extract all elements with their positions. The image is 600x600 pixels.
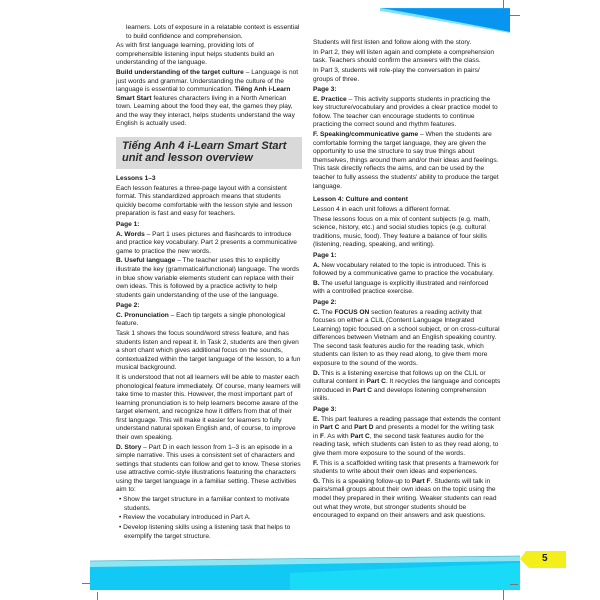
paragraph: In Part 2, they will listen again and complete a comprehension task. Teachers should confirm the answers with the class. bbox=[313, 48, 495, 65]
crop-mark bbox=[510, 15, 520, 16]
paragraph: C. The FOCUS ON section features a reading activity that focuses on either a CLIL (Content Language Integrated Learning) topic focused on a school subject, or on cross-cultural differences between Vietnam and an English speaking country. The second task features audio for the reading task, which students can listen to as they read along, to give them more exposure to the sound of the words. bbox=[313, 308, 500, 368]
page-label: Page 2: bbox=[313, 299, 337, 306]
bullet-item: • Develop listening skills using a listening task that helps to exemplify the target structure. bbox=[119, 524, 291, 540]
paragraph: Task 1 shows the focus sound/word stress feature, and has students listen and repeat it. In Task 2, students are then given a short chant which gives additional focus on the sounds, contextualized within the target language of the lesson, to a fun musical background. bbox=[116, 330, 301, 372]
page-label: Page 1: bbox=[313, 251, 337, 259]
crop-mark bbox=[510, 584, 518, 585]
paragraph: Lesson 4 in each unit follows a different format. bbox=[313, 205, 451, 213]
subheading: Lessons 1–3 bbox=[116, 174, 156, 182]
paragraph: Each lesson features a three-page layout with a consistent format. This standardized approach means that students quickly become comfortable with the lesson style and lesson preparation is fast and easy for teachers. bbox=[116, 184, 293, 218]
paragraph: D. This is a listening exercise that follows up on the CLIL or cultural content in Part C. It recycles the language and concepts introduced in Part C and develops listening comprehension skills. bbox=[313, 369, 501, 403]
paragraph: F. Speaking/communicative game – When the students are comfortable forming the target language, they are given the opportunity to use the structure to say true things about themselves, things around them and/or their ideas and feelings. This task directly reflects the aims, and can be used by the teacher to fully assess the students' ability to produce the target language. bbox=[313, 131, 499, 190]
paragraph: E. Practice – This activity supports students in practicing the key structure/vocabulary and provides a clear practice model to follow. The teacher can encourage students to continue practicing the correct sound and rhythm features. bbox=[313, 95, 498, 129]
term: Build understanding of the target culture bbox=[116, 69, 244, 77]
crop-mark bbox=[82, 583, 90, 584]
paragraph: E. This part features a reading passage that extends the content in Part C and Part D and presents a model for the writing task in F. As with Part C, the second task features audio for the reading task, which students can listen to as they read along, to give them more exposure to the sound of the words. bbox=[313, 415, 501, 457]
page-label: Page 3: bbox=[313, 86, 337, 94]
paragraph: F. This is a scaffolded writing task that presents a framework for students to write about their own ideas and experiences. bbox=[313, 459, 499, 476]
bullet-item: • Review the vocabulary introduced in Part A. bbox=[119, 514, 251, 522]
paragraph: B. Useful language – The teacher uses this to explicitly illustrate the key (grammatical/functional) language. The words in blue show variable elements student can replace with their own ideas. This is followed by a practice activity to help students gain understanding of the use of the language. bbox=[116, 257, 300, 299]
subheading: Lesson 4: Culture and content bbox=[313, 196, 408, 204]
section-heading-box bbox=[116, 137, 302, 169]
right-column bbox=[313, 39, 501, 522]
section-title: Tiếng Anh 4 i-Learn Smart Start unit and lesson overview bbox=[122, 139, 287, 165]
paragraph: B. The useful language is explicitly illustrated and reinforced with a controlled practice exercise. bbox=[313, 279, 489, 296]
crop-mark bbox=[503, 0, 504, 10]
bullet-item: • Show the target structure in a familiar context to motivate students. bbox=[119, 496, 290, 512]
crop-mark bbox=[97, 592, 98, 600]
paragraph: A. Words – Part 1 uses pictures and flashcards to introduce and practice key vocabulary. Part 2 presents a communicative game to practice the new words. bbox=[116, 230, 297, 255]
paragraph: G. This is a speaking follow-up to Part F. Students will talk in pairs/small groups about their own ideas on the topic using the model they prepared in their writing. Weaker students can read out what they wrote, but stronger students should be encouraged to expand on their answers and ask questions. bbox=[313, 477, 497, 520]
paragraph: It is understood that not all learners will be able to master each phonological feature immediately. Of course, many learners will take time to master this. However, the most important part of learning pronunciation is to help learners become aware of the target element, and recognize how it differs from that of their first language. This will make it easier for learners to fully understand natural spoken English and, of course, to improve their own speaking. bbox=[116, 374, 301, 441]
left-column bbox=[116, 24, 302, 542]
top-decorative-band bbox=[380, 0, 580, 40]
page-number-tab bbox=[520, 551, 566, 568]
page-label: Page 1: bbox=[116, 220, 140, 228]
product-name: Tiếng Anh i-Learn Smart Start bbox=[116, 86, 291, 102]
bottom-decorative-band bbox=[90, 553, 520, 593]
paragraph: learners. Lots of exposure in a relatable context is essential to build confidence and comprehension. bbox=[126, 24, 300, 40]
paragraph: C. Pronunciation – Each tip targets a single phonological feature. bbox=[116, 311, 286, 328]
crop-mark bbox=[503, 590, 504, 600]
page-label: Page 2: bbox=[116, 302, 140, 310]
paragraph: These lessons focus on a mix of content subjects (e.g. math, science, history, etc.) and social studies topics (e.g. cultural traditions, music, food). They feature a balance of four skills (listening, reading, speaking, and writing). bbox=[313, 215, 491, 249]
paragraph: D. Story – Part D in each lesson from 1–3 is an episode in a simple narrative. This uses a consistent set of characters and settings that students can follow and get to know. These stories use attractive comic-style illustrations featuring the characters using the target language in a familiar setting. These activities aim to: bbox=[116, 443, 301, 494]
paragraph: As with first language learning, providing lots of comprehensible listening input helps students build an understanding of the language. bbox=[116, 42, 274, 67]
paragraph: Students will first listen and follow along with the story. bbox=[313, 39, 472, 46]
paragraph: Build understanding of the target culture – Language is not just words and grammar. Understanding the culture of the language is essential to communication. Tiếng Anh i-Learn Smart Start features characters living in a North American town. Learning about the food they eat, the games they play, and the way they interact, helps students understand the way English is actually used. bbox=[116, 69, 299, 128]
page-label: Page 3: bbox=[313, 405, 337, 413]
paragraph: In Part 3, students will role-play the conversation in pairs/ groups of three. bbox=[313, 67, 480, 83]
page-number: 5 bbox=[542, 553, 548, 564]
paragraph: A. New vocabulary related to the topic is introduced. This is followed by a communicative game to practice the vocabulary. bbox=[313, 261, 494, 278]
